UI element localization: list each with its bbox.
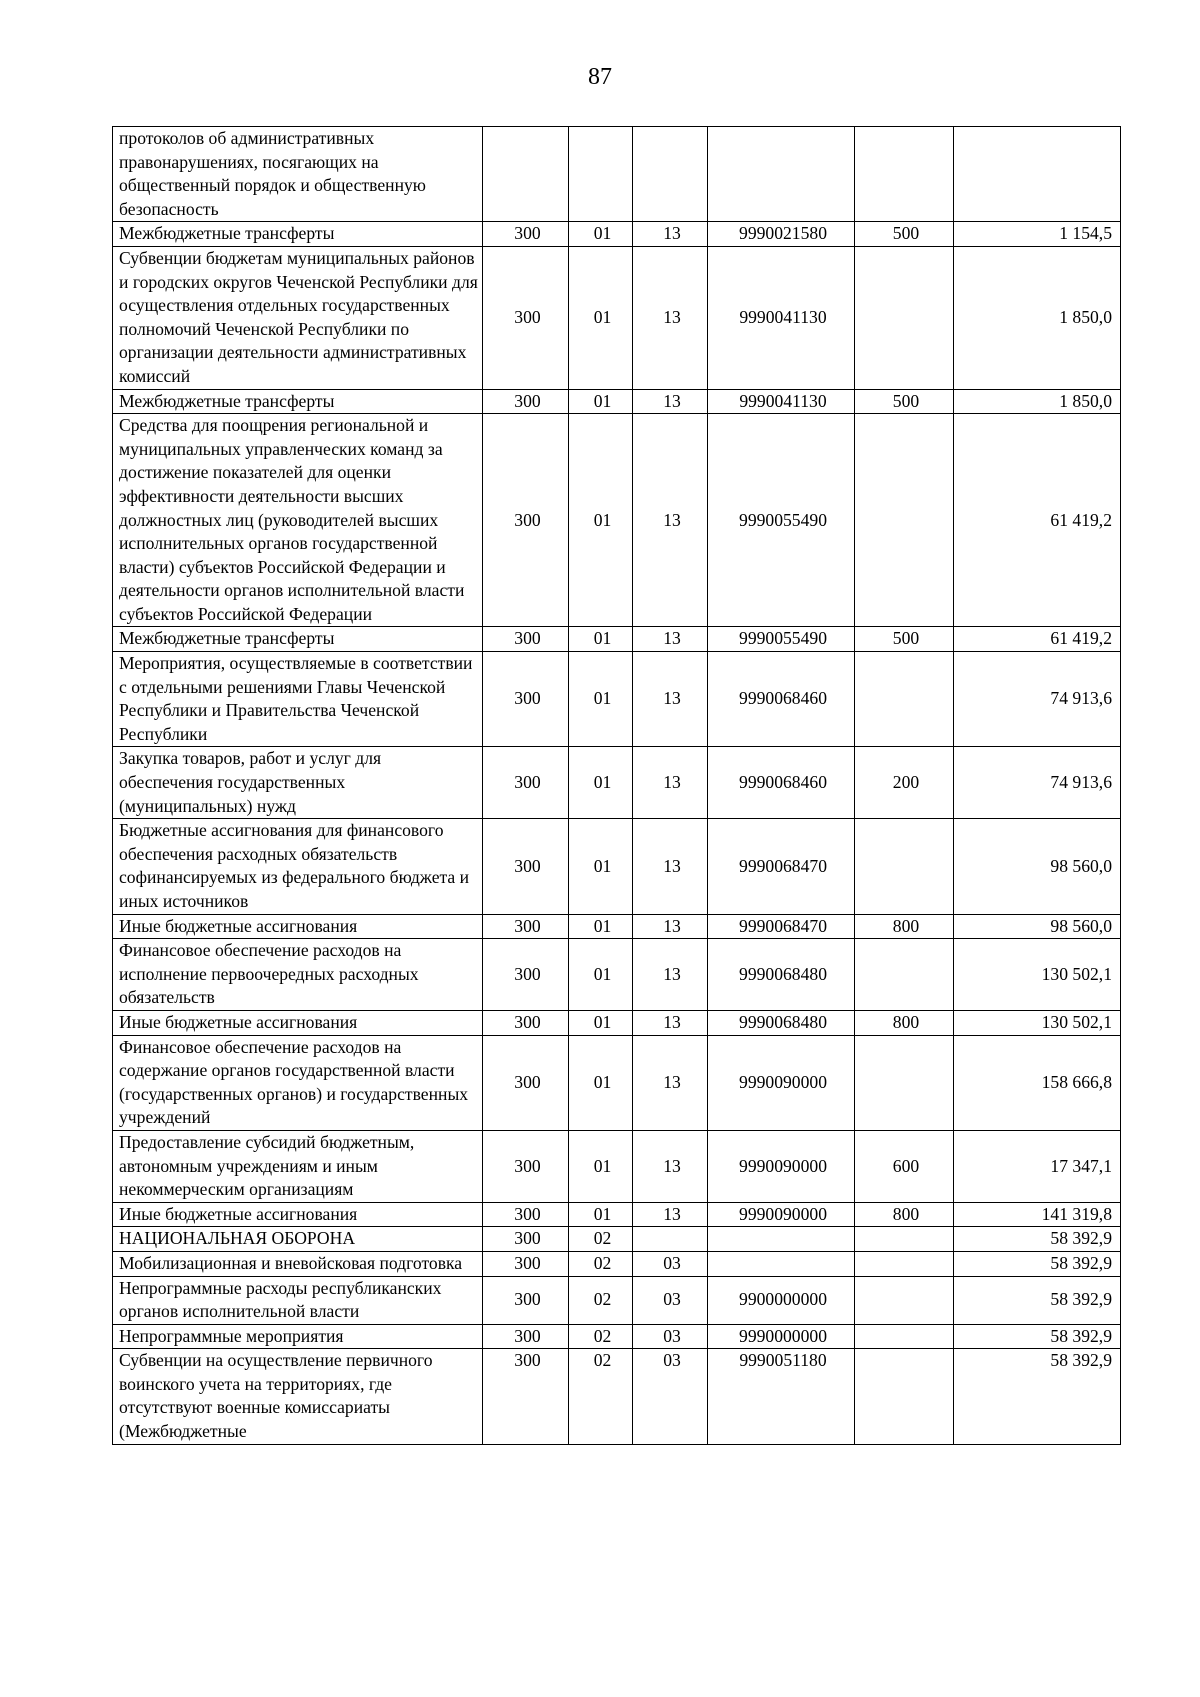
row-pr: 13: [633, 819, 708, 914]
budget-table: [112, 126, 1121, 1445]
row-csr: 9990041130: [708, 389, 855, 414]
row-rz: 02: [569, 1276, 633, 1324]
row-name: Межбюджетные трансферты: [113, 627, 483, 652]
row-vr: 800: [855, 1010, 954, 1035]
row-csr: 9990090000: [708, 1202, 855, 1227]
row-gr: 300: [483, 1349, 569, 1445]
table-row: [113, 414, 1121, 627]
row-sum: 141 319,8: [954, 1202, 1121, 1227]
row-gr: 300: [483, 1035, 569, 1130]
row-name: Бюджетные ассигнования для финансового обеспечения расходных обязательств софинансируемых из федерального бюджета и иных источников: [113, 819, 483, 914]
row-rz: 01: [569, 1035, 633, 1130]
row-pr: [633, 1227, 708, 1252]
row-csr: 9990068470: [708, 914, 855, 939]
row-vr: 500: [855, 389, 954, 414]
row-gr: 300: [483, 914, 569, 939]
row-sum: 1 850,0: [954, 246, 1121, 389]
row-name: Субвенции бюджетам муниципальных районов и городских округов Чеченской Республики для осуществления отдельных государственных полномочий Чеченской Республики по организации деятельности административных комиссий: [113, 246, 483, 389]
row-name: Непрограммные расходы республиканских органов исполнительной власти: [113, 1276, 483, 1324]
row-rz: 01: [569, 939, 633, 1011]
row-vr: [855, 1251, 954, 1276]
row-vr: [855, 939, 954, 1011]
row-gr: 300: [483, 414, 569, 627]
row-sum: 98 560,0: [954, 914, 1121, 939]
row-rz: 01: [569, 222, 633, 247]
row-pr: 03: [633, 1324, 708, 1349]
row-gr: 300: [483, 389, 569, 414]
row-rz: 01: [569, 1010, 633, 1035]
row-csr: 9990051180: [708, 1349, 855, 1445]
row-rz: 01: [569, 747, 633, 819]
table-row: [113, 1251, 1121, 1276]
row-sum: 1 850,0: [954, 389, 1121, 414]
row-vr: 500: [855, 627, 954, 652]
row-name: Иные бюджетные ассигнования: [113, 1010, 483, 1035]
row-pr: 13: [633, 1130, 708, 1202]
table-row: [113, 1202, 1121, 1227]
table-row: [113, 1130, 1121, 1202]
row-rz: 02: [569, 1324, 633, 1349]
row-pr: 13: [633, 939, 708, 1011]
row-vr: 200: [855, 747, 954, 819]
row-vr: [855, 652, 954, 747]
row-pr: 13: [633, 747, 708, 819]
row-sum: 1 154,5: [954, 222, 1121, 247]
row-gr: 300: [483, 1251, 569, 1276]
table-row: [113, 627, 1121, 652]
row-pr: 13: [633, 627, 708, 652]
row-csr: 9990068480: [708, 939, 855, 1011]
row-pr: [633, 127, 708, 222]
table-row: [113, 939, 1121, 1011]
row-pr: 03: [633, 1251, 708, 1276]
row-name: Финансовое обеспечение расходов на содержание органов государственной власти (государственных органов) и государственных учреждений: [113, 1035, 483, 1130]
table-row: [113, 1276, 1121, 1324]
row-csr: 9990068460: [708, 652, 855, 747]
row-vr: [855, 1227, 954, 1252]
row-name: Межбюджетные трансферты: [113, 389, 483, 414]
row-rz: 01: [569, 246, 633, 389]
row-vr: 800: [855, 914, 954, 939]
table-row: [113, 246, 1121, 389]
table-row: [113, 914, 1121, 939]
table-row: [113, 389, 1121, 414]
row-csr: 9990068480: [708, 1010, 855, 1035]
row-rz: 01: [569, 1202, 633, 1227]
row-pr: 03: [633, 1276, 708, 1324]
row-csr: 9990068470: [708, 819, 855, 914]
row-vr: [855, 1324, 954, 1349]
row-vr: [855, 819, 954, 914]
row-name: Средства для поощрения региональной и муниципальных управленческих команд за достижение показателей для оценки эффективности деятельности высших должностных лиц (руководителей высших исполнительных органов государственной власти) субъектов Российской Федерации и деятельности органов исполнительной власти субъектов Российской Федерации: [113, 414, 483, 627]
row-pr: 13: [633, 652, 708, 747]
row-sum: 61 419,2: [954, 627, 1121, 652]
row-rz: 01: [569, 627, 633, 652]
table-row: [113, 652, 1121, 747]
row-vr: [855, 414, 954, 627]
row-gr: 300: [483, 652, 569, 747]
table-row: [113, 819, 1121, 914]
table-row: [113, 1324, 1121, 1349]
row-vr: [855, 1035, 954, 1130]
row-gr: 300: [483, 1130, 569, 1202]
row-rz: 02: [569, 1349, 633, 1445]
row-rz: 02: [569, 1251, 633, 1276]
row-sum: 61 419,2: [954, 414, 1121, 627]
row-csr: [708, 127, 855, 222]
row-csr: 9990090000: [708, 1035, 855, 1130]
page-number: 87: [588, 64, 612, 90]
row-name: Мероприятия, осуществляемые в соответствии с отдельными решениями Главы Чеченской Республики и Правительства Чеченской Республики: [113, 652, 483, 747]
row-sum: 58 392,9: [954, 1349, 1121, 1445]
row-gr: 300: [483, 222, 569, 247]
row-csr: [708, 1251, 855, 1276]
row-sum: 130 502,1: [954, 1010, 1121, 1035]
row-gr: 300: [483, 747, 569, 819]
row-csr: 9990000000: [708, 1324, 855, 1349]
row-name: Финансовое обеспечение расходов на исполнение первоочередных расходных обязательств: [113, 939, 483, 1011]
row-name: Закупка товаров, работ и услуг для обеспечения государственных (муниципальных) нужд: [113, 747, 483, 819]
row-sum: 58 392,9: [954, 1251, 1121, 1276]
row-name: Мобилизационная и вневойсковая подготовка: [113, 1251, 483, 1276]
row-sum: 58 392,9: [954, 1324, 1121, 1349]
row-pr: 13: [633, 914, 708, 939]
row-gr: 300: [483, 1324, 569, 1349]
row-pr: 13: [633, 389, 708, 414]
row-pr: 13: [633, 1010, 708, 1035]
row-rz: 01: [569, 414, 633, 627]
row-name: Непрограммные мероприятия: [113, 1324, 483, 1349]
row-sum: 130 502,1: [954, 939, 1121, 1011]
row-csr: 9990055490: [708, 414, 855, 627]
row-vr: 600: [855, 1130, 954, 1202]
row-pr: 13: [633, 414, 708, 627]
row-csr: 9990055490: [708, 627, 855, 652]
table-row: [113, 127, 1121, 222]
row-gr: 300: [483, 1227, 569, 1252]
row-gr: 300: [483, 627, 569, 652]
row-pr: 13: [633, 1202, 708, 1227]
row-rz: [569, 127, 633, 222]
row-gr: 300: [483, 819, 569, 914]
row-csr: [708, 1227, 855, 1252]
row-pr: 13: [633, 1035, 708, 1130]
row-name: Предоставление субсидий бюджетным, автономным учреждениям и иным некоммерческим организациям: [113, 1130, 483, 1202]
table-row: [113, 1035, 1121, 1130]
row-rz: 01: [569, 652, 633, 747]
row-name: Иные бюджетные ассигнования: [113, 1202, 483, 1227]
row-rz: 01: [569, 389, 633, 414]
row-vr: 500: [855, 222, 954, 247]
row-sum: 17 347,1: [954, 1130, 1121, 1202]
row-sum: 58 392,9: [954, 1227, 1121, 1252]
row-name: Межбюджетные трансферты: [113, 222, 483, 247]
row-csr: 9990041130: [708, 246, 855, 389]
row-sum: [954, 127, 1121, 222]
row-sum: 58 392,9: [954, 1276, 1121, 1324]
row-pr: 13: [633, 222, 708, 247]
row-gr: 300: [483, 1276, 569, 1324]
row-pr: 03: [633, 1349, 708, 1445]
row-name: Субвенции на осуществление первичного воинского учета на территориях, где отсутствуют военные комиссариаты (Межбюджетные: [113, 1349, 483, 1445]
table-row: [113, 1010, 1121, 1035]
row-csr: 9990068460: [708, 747, 855, 819]
row-csr: 9990021580: [708, 222, 855, 247]
table-row: [113, 1227, 1121, 1252]
row-rz: 01: [569, 1130, 633, 1202]
row-rz: 01: [569, 819, 633, 914]
row-gr: 300: [483, 1010, 569, 1035]
row-gr: 300: [483, 246, 569, 389]
row-sum: 74 913,6: [954, 747, 1121, 819]
row-gr: 300: [483, 1202, 569, 1227]
row-sum: 98 560,0: [954, 819, 1121, 914]
row-vr: [855, 127, 954, 222]
row-rz: 01: [569, 914, 633, 939]
row-vr: [855, 246, 954, 389]
row-pr: 13: [633, 246, 708, 389]
row-sum: 74 913,6: [954, 652, 1121, 747]
table-row: [113, 1349, 1121, 1445]
row-sum: 158 666,8: [954, 1035, 1121, 1130]
row-gr: [483, 127, 569, 222]
table-row: [113, 222, 1121, 247]
row-vr: [855, 1349, 954, 1445]
row-csr: 9990090000: [708, 1130, 855, 1202]
row-vr: 800: [855, 1202, 954, 1227]
row-name: НАЦИОНАЛЬНАЯ ОБОРОНА: [113, 1227, 483, 1252]
row-rz: 02: [569, 1227, 633, 1252]
row-vr: [855, 1276, 954, 1324]
row-gr: 300: [483, 939, 569, 1011]
row-name: протоколов об административных правонарушениях, посягающих на общественный порядок и общественную безопасность: [113, 127, 483, 222]
table-row: [113, 747, 1121, 819]
row-csr: 9900000000: [708, 1276, 855, 1324]
row-name: Иные бюджетные ассигнования: [113, 914, 483, 939]
